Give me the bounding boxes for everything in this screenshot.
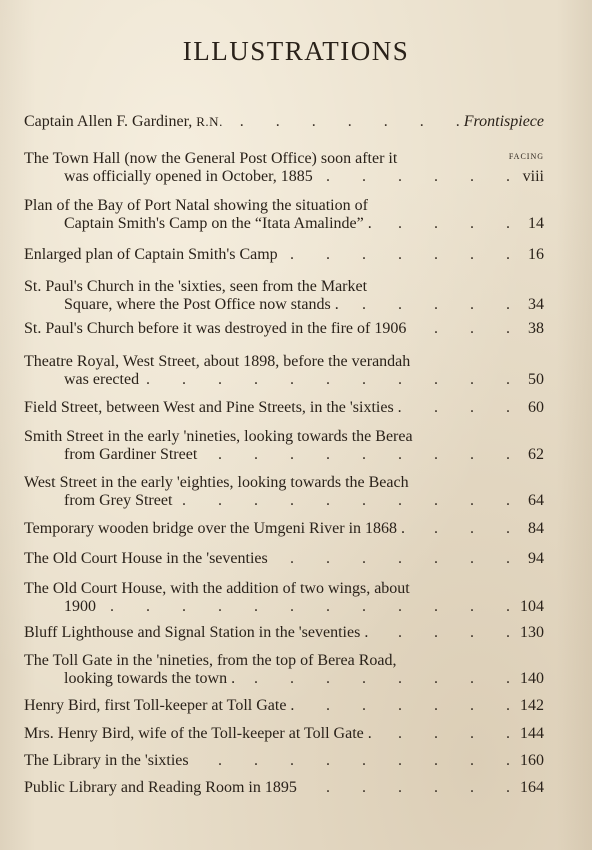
entry-caption-text: West Street in the early 'eighties, looking towards the Beach (24, 474, 409, 491)
dot-leader (339, 296, 514, 314)
entry-caption-text: was officially opened in October, 1885 (64, 168, 313, 185)
dot-leader (223, 113, 464, 131)
illustration-entry (24, 399, 544, 417)
dot-leader (402, 399, 514, 417)
entry-caption-text: 1900 (64, 598, 96, 615)
page-number: 62 (528, 446, 544, 463)
entry-line (24, 278, 544, 296)
entry-caption-text: The Library in the 'sixties (24, 752, 189, 769)
page-number: viii (522, 168, 544, 185)
dot-leader (372, 215, 514, 233)
page-number: 14 (528, 215, 544, 232)
dot-leader (372, 725, 514, 743)
page-number: 38 (528, 320, 544, 337)
illustration-entry (24, 113, 544, 131)
entry-caption-text: looking towards the town . (64, 670, 236, 687)
entry-line (24, 598, 544, 616)
page-number: 94 (528, 550, 544, 567)
entry-caption-text: The Old Court House, with the addition of two wings, about (24, 580, 410, 597)
dot-leader (406, 320, 514, 338)
entry-line (24, 428, 544, 446)
page-number: Frontispiece (463, 113, 544, 130)
page-number: 34 (528, 296, 544, 313)
dot-leader (189, 752, 514, 770)
entry-caption-text: Plan of the Bay of Port Natal showing the situation of (24, 197, 368, 214)
page-title: ILLUSTRATIONS (182, 36, 410, 66)
entry-line (24, 296, 544, 314)
page-number: 60 (528, 399, 544, 416)
illustration-entry (24, 779, 544, 797)
page-number: 160 (520, 752, 544, 769)
dot-leader (313, 168, 514, 186)
illustration-entry (24, 150, 544, 186)
dot-leader (172, 492, 514, 510)
page-number: 142 (520, 697, 544, 714)
entry-line (24, 580, 544, 598)
dot-leader (297, 779, 514, 797)
entry-line (24, 320, 544, 338)
page-number: 64 (528, 492, 544, 509)
entry-line (24, 446, 544, 464)
entry-caption-text: The Town Hall (now the General Post Office) soon after it (24, 150, 398, 167)
entry-line (24, 624, 544, 642)
illustration-entry (24, 652, 544, 688)
page-number: 130 (520, 624, 544, 641)
illustration-entry (24, 697, 544, 715)
entry-caption-text: was erected (64, 371, 140, 388)
entry-line (24, 697, 544, 715)
illustration-entry (24, 197, 544, 233)
entry-line (24, 550, 544, 568)
entry-line (24, 197, 544, 215)
entry-line (24, 246, 544, 264)
page-number: 16 (528, 246, 544, 263)
page-number: 164 (520, 779, 544, 796)
entry-line (24, 371, 544, 389)
illustration-entry (24, 580, 544, 616)
entry-line (24, 652, 544, 670)
facing-label: FACING (508, 152, 544, 161)
entry-line (24, 168, 544, 186)
dot-leader (368, 624, 514, 642)
illustration-entry (24, 550, 544, 568)
entry-line (24, 150, 544, 168)
dot-leader (405, 520, 514, 538)
entry-line (24, 752, 544, 770)
entry-line (24, 113, 544, 131)
illustration-entry (24, 624, 544, 642)
entry-caption-text: Captain Smith's Camp on the “Itata Amalinde” . (64, 215, 372, 232)
illustration-entry (24, 752, 544, 770)
illustration-entry (24, 278, 544, 314)
entry-line (24, 474, 544, 492)
dot-leader (278, 246, 514, 264)
dot-leader (197, 446, 514, 464)
entry-line (24, 492, 544, 510)
illustration-entry (24, 246, 544, 264)
page-number: 144 (520, 725, 544, 742)
entry-caption-text: St. Paul's Church in the 'sixties, seen from the Market (24, 278, 368, 295)
entry-caption-text: Captain Allen F. Gardiner, R.N. (24, 113, 223, 130)
entry-line (24, 353, 544, 371)
dot-leader (235, 670, 514, 688)
entry-line (24, 520, 544, 538)
entry-caption-text: Henry Bird, first Toll-keeper at Toll Gate . (24, 697, 295, 714)
entry-caption-text: Public Library and Reading Room in 1895 (24, 779, 297, 796)
entry-caption-text: The Toll Gate in the 'nineties, from the top of Berea Road, (24, 652, 397, 669)
dot-leader (139, 371, 514, 389)
dot-leader (96, 598, 514, 616)
dot-leader (294, 697, 514, 715)
entry-line (24, 725, 544, 743)
entry-caption-text: St. Paul's Church before it was destroyed in the fire of 1906 (24, 320, 407, 337)
entry-caption-text: Mrs. Henry Bird, wife of the Toll-keeper at Toll Gate . (24, 725, 372, 742)
entry-caption-text: The Old Court House in the 'seventies (24, 550, 268, 567)
entry-line (24, 399, 544, 417)
illustration-entry (24, 428, 544, 464)
entry-caption-text: from Grey Street (64, 492, 173, 509)
entry-line (24, 215, 544, 233)
page-number: 104 (520, 598, 544, 615)
page-number: 84 (528, 520, 544, 537)
illustration-entry (24, 353, 544, 389)
page-number: 50 (528, 371, 544, 388)
entry-caption-text: from Gardiner Street (64, 446, 198, 463)
illustration-entry (24, 520, 544, 538)
entry-caption-text: Enlarged plan of Captain Smith's Camp (24, 246, 278, 263)
illustration-entry (24, 320, 544, 338)
entry-caption-text: Theatre Royal, West Street, about 1898, before the verandah (24, 353, 411, 370)
entry-caption-text: Square, where the Post Office now stands . (64, 296, 339, 313)
page-number: 140 (520, 670, 544, 687)
entry-caption-text: Temporary wooden bridge over the Umgeni River in 1868 . (24, 520, 406, 537)
entry-caption-text: Bluff Lighthouse and Signal Station in the 'seventies . (24, 624, 369, 641)
dot-leader (268, 550, 514, 568)
entry-caption-text: Field Street, between West and Pine Streets, in the 'sixties . (24, 399, 402, 416)
entry-line (24, 779, 544, 797)
illustration-entry (24, 474, 544, 510)
entry-caption-text: Smith Street in the early 'nineties, looking towards the Berea (24, 428, 413, 445)
illustration-entry (24, 725, 544, 743)
entry-line (24, 670, 544, 688)
